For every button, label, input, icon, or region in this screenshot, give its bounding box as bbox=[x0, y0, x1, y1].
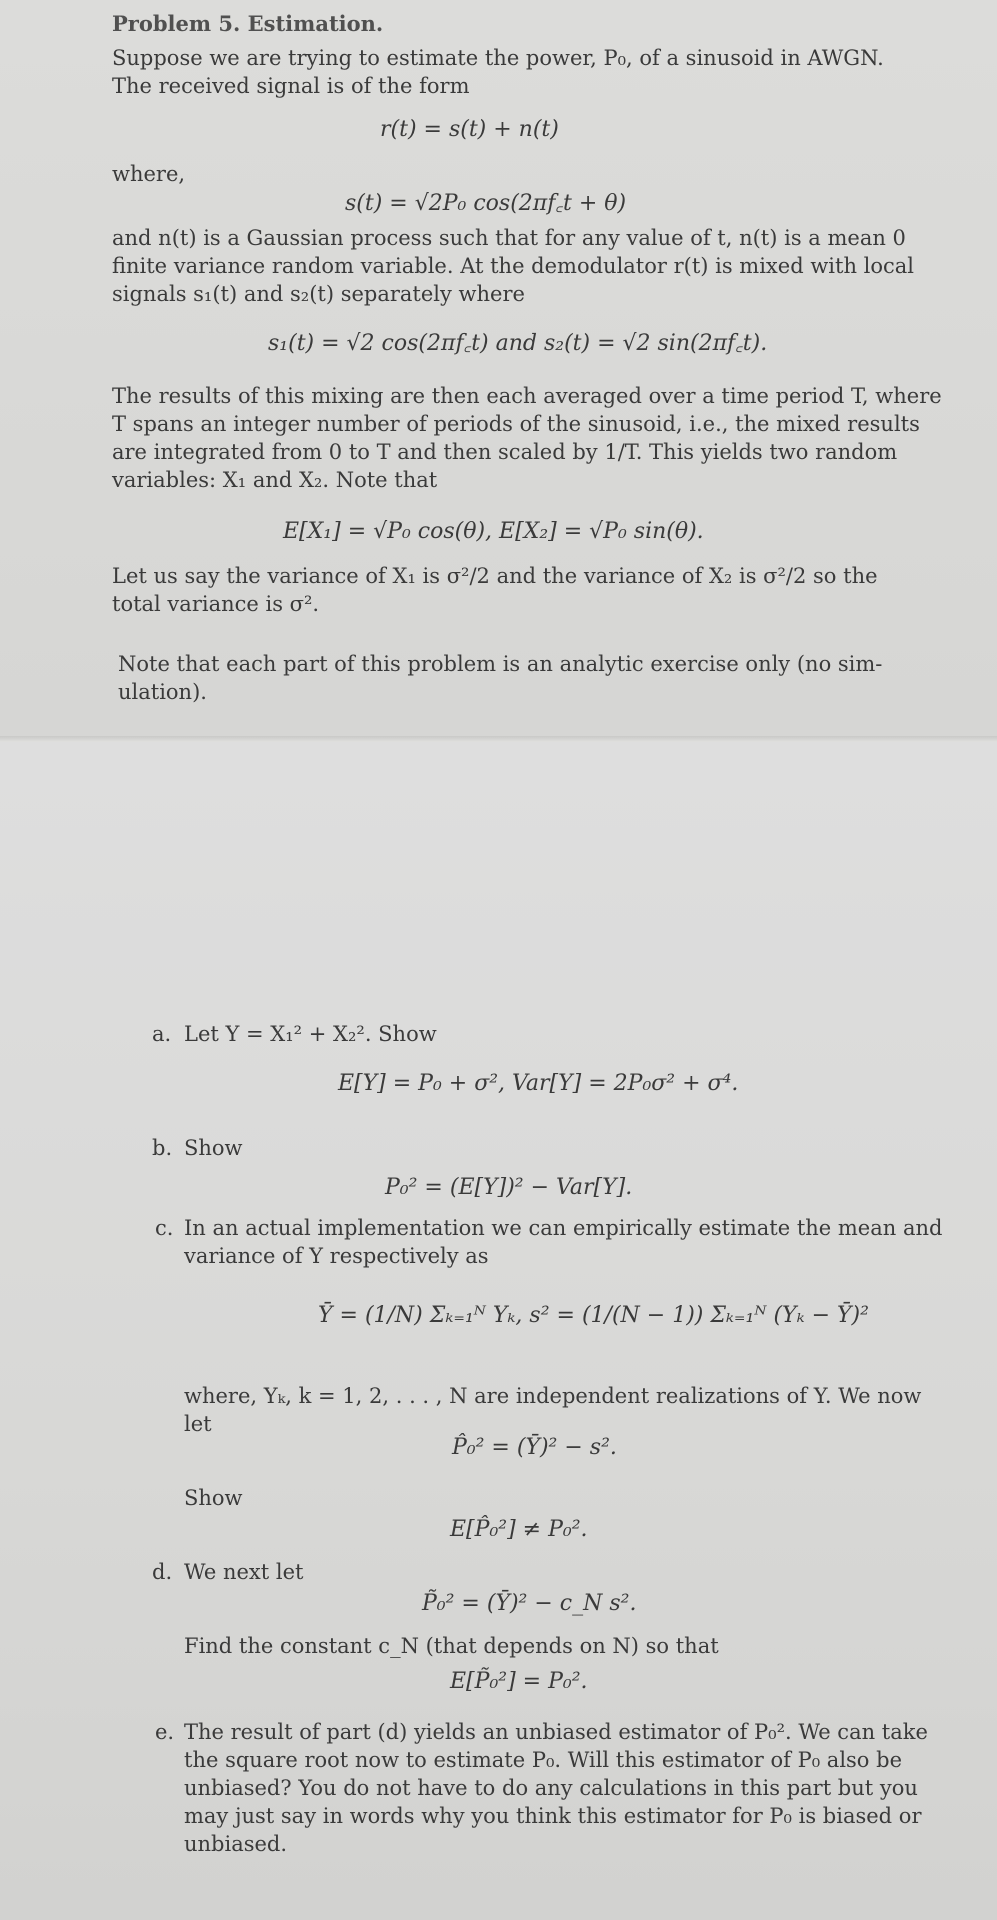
paragraph-line: total variance is σ². bbox=[112, 592, 320, 616]
paragraph-line: signals s₁(t) and s₂(t) separately where bbox=[112, 282, 525, 306]
part-d-unbiased-equation: E[P̃₀²] = P₀². bbox=[450, 1669, 588, 1694]
part-e-line: unbiased? You do not have to do any calculations in this part but you bbox=[184, 1776, 918, 1800]
problem-title: Problem 5. Estimation. bbox=[112, 11, 384, 36]
part-c-line: where, Yₖ, k = 1, 2, . . . , N are independent realizations of Y. We now bbox=[184, 1384, 922, 1408]
note-line: Note that each part of this problem is an analytic exercise only (no sim- bbox=[118, 652, 883, 676]
part-d-label: d. bbox=[152, 1560, 173, 1584]
part-d-line: Find the constant c_N (that depends on N) so that bbox=[184, 1634, 719, 1658]
problem-parts-sheet bbox=[0, 742, 997, 1920]
part-c-line: variance of Y respectively as bbox=[184, 1244, 489, 1268]
part-d-text: We next let bbox=[184, 1560, 304, 1584]
equation-expectations: E[X₁] = √P₀ cos(θ), E[X₂] = √P₀ sin(θ). bbox=[283, 519, 704, 544]
paragraph-line: The results of this mixing are then each averaged over a time period T, where bbox=[112, 384, 942, 408]
part-e-line: the square root now to estimate P₀. Will this estimator of P₀ also be bbox=[184, 1748, 902, 1772]
paragraph-line: variables: X₁ and X₂. Note that bbox=[112, 468, 438, 492]
equation-signal: s(t) = √2P₀ cos(2πf꜀t + θ) bbox=[345, 191, 627, 216]
part-b-equation: P₀² = (E[Y])² − Var[Y]. bbox=[385, 1175, 633, 1200]
paragraph-line: and n(t) is a Gaussian process such that for any value of t, n(t) is a mean 0 bbox=[112, 226, 906, 250]
part-e-line: The result of part (d) yields an unbiased estimator of P₀². We can take bbox=[184, 1720, 928, 1744]
part-c-estimators-equation: Ȳ = (1/N) Σₖ₌₁ᴺ Yₖ, s² = (1/(N − 1)) Σₖ₌₁ᴺ (Yₖ − Ȳ)² bbox=[318, 1303, 869, 1328]
part-c-line: let bbox=[184, 1412, 212, 1436]
part-c-label: c. bbox=[155, 1216, 174, 1240]
part-c-show: Show bbox=[184, 1486, 243, 1510]
where-label: where, bbox=[112, 162, 186, 186]
paragraph-line: T spans an integer number of periods of the sinusoid, i.e., the mixed results bbox=[112, 412, 920, 436]
intro-line: Suppose we are trying to estimate the power, P₀, of a sinusoid in AWGN. bbox=[112, 46, 884, 70]
part-e-line: unbiased. bbox=[184, 1832, 288, 1856]
part-e-line: may just say in words why you think this estimator for P₀ is biased or bbox=[184, 1804, 922, 1828]
part-e-label: e. bbox=[155, 1720, 175, 1744]
intro-line: The received signal is of the form bbox=[112, 74, 470, 98]
part-b-label: b. bbox=[152, 1136, 173, 1160]
part-b-text: Show bbox=[184, 1136, 243, 1160]
paragraph-line: are integrated from 0 to T and then scaled by 1/T. This yields two random bbox=[112, 440, 898, 464]
part-c-hat-equation: P̂₀² = (Ȳ)² − s². bbox=[452, 1435, 617, 1460]
paragraph-line: Let us say the variance of X₁ is σ²/2 and the variance of X₂ is σ²/2 so the bbox=[112, 564, 878, 588]
note-line: ulation). bbox=[118, 680, 207, 704]
part-a-equation: E[Y] = P₀ + σ², Var[Y] = 2P₀σ² + σ⁴. bbox=[338, 1071, 739, 1096]
problem-statement-sheet bbox=[0, 0, 997, 740]
equation-received-signal: r(t) = s(t) + n(t) bbox=[380, 117, 559, 142]
part-a-label: a. bbox=[152, 1022, 172, 1046]
equation-local-signals: s₁(t) = √2 cos(2πf꜀t) and s₂(t) = √2 sin(2πf꜀t). bbox=[268, 331, 768, 356]
part-d-tilde-equation: P̃₀² = (Ȳ)² − c_N s². bbox=[422, 1591, 637, 1616]
paragraph-line: finite variance random variable. At the demodulator r(t) is mixed with local bbox=[112, 254, 915, 278]
part-a-text: Let Y = X₁² + X₂². Show bbox=[184, 1022, 437, 1046]
part-c-biased-equation: E[P̂₀²] ≠ P₀². bbox=[450, 1517, 588, 1542]
part-c-line: In an actual implementation we can empirically estimate the mean and bbox=[184, 1216, 943, 1240]
